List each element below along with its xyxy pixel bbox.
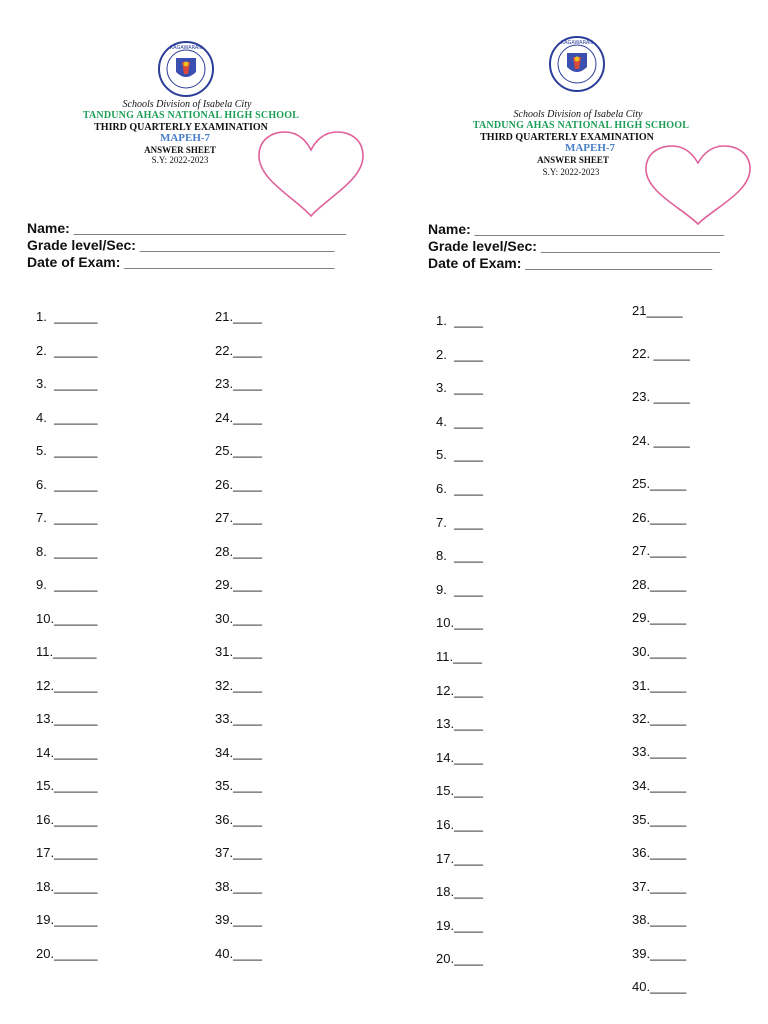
answer-item[interactable]: 21.____: [215, 309, 262, 324]
answer-item[interactable]: 17.____: [436, 851, 483, 866]
name-field[interactable]: Name: ________________________________: [428, 221, 724, 237]
answer-item[interactable]: 16.______: [36, 812, 98, 827]
answer-item[interactable]: 18.____: [436, 884, 483, 899]
answer-item[interactable]: 17.______: [36, 845, 98, 860]
answer-item[interactable]: 3. ______: [36, 376, 98, 391]
svg-text:KAGAWARAN: KAGAWARAN: [560, 40, 594, 46]
answer-item[interactable]: 37._____: [632, 879, 687, 894]
answer-sheet-label: ANSWER SHEET: [537, 155, 609, 165]
answer-item[interactable]: 35.____: [215, 778, 262, 793]
answer-item[interactable]: 3. ____: [436, 380, 483, 395]
subject-title: MAPEH-7: [159, 132, 211, 144]
answer-item[interactable]: 40.____: [215, 946, 262, 961]
answer-item[interactable]: 8. ______: [36, 544, 98, 559]
answer-item[interactable]: 23.____: [215, 376, 262, 391]
answer-item[interactable]: 33.____: [215, 711, 262, 726]
answer-item[interactable]: 19.____: [436, 918, 483, 933]
answer-item[interactable]: 7. ______: [36, 510, 98, 525]
heart-icon: [642, 142, 754, 228]
answer-item[interactable]: 12.______: [36, 678, 98, 693]
answer-item[interactable]: 29._____: [632, 610, 687, 625]
answer-item[interactable]: 9. ____: [436, 582, 483, 597]
answer-item[interactable]: 24.____: [215, 410, 262, 425]
answer-item[interactable]: 36.____: [215, 812, 262, 827]
answer-item[interactable]: 8. ____: [436, 548, 483, 563]
school-year: S.Y: 2022-2023: [542, 167, 600, 177]
subject-title: MAPEH-7: [564, 142, 616, 154]
answer-item[interactable]: 27.____: [215, 510, 262, 525]
answer-item[interactable]: 20.______: [36, 946, 98, 961]
answer-item[interactable]: 34.____: [215, 745, 262, 760]
answer-item[interactable]: 20.____: [436, 951, 483, 966]
answer-item[interactable]: 13.______: [36, 711, 98, 726]
answer-item[interactable]: 19.______: [36, 912, 98, 927]
answer-item[interactable]: 1. ______: [36, 309, 98, 324]
answer-item[interactable]: 6. ______: [36, 477, 98, 492]
answer-item[interactable]: 25._____: [632, 476, 687, 491]
exam-title: THIRD QUARTERLY EXAMINATION: [480, 132, 654, 143]
answer-item[interactable]: 35._____: [632, 812, 687, 827]
exam-title: THIRD QUARTERLY EXAMINATION: [94, 122, 268, 133]
answer-item[interactable]: 15.______: [36, 778, 98, 793]
answer-item[interactable]: 24. _____: [632, 433, 690, 448]
answer-item[interactable]: 10.____: [436, 615, 483, 630]
answer-item[interactable]: 38._____: [632, 912, 687, 927]
answer-item[interactable]: 11.____: [436, 649, 483, 664]
answer-item[interactable]: 22. _____: [632, 346, 690, 361]
answer-item[interactable]: 14.____: [436, 750, 483, 765]
svg-text:KAGAWARAN: KAGAWARAN: [169, 45, 203, 51]
answer-item[interactable]: 23. _____: [632, 389, 690, 404]
answer-item[interactable]: 39.____: [215, 912, 262, 927]
deped-seal-icon: [546, 35, 608, 93]
answer-item[interactable]: 34._____: [632, 778, 687, 793]
answer-item[interactable]: 5. ______: [36, 443, 98, 458]
answer-item[interactable]: 36._____: [632, 845, 687, 860]
answer-item[interactable]: 21_____: [632, 303, 683, 318]
answer-item[interactable]: 6. ____: [436, 481, 483, 496]
heart-icon: [255, 128, 367, 220]
date-of-exam-field[interactable]: Date of Exam: ________________________: [428, 255, 713, 271]
answer-item[interactable]: 9. ______: [36, 577, 98, 592]
answer-item[interactable]: 28.____: [215, 544, 262, 559]
school-name: TANDUNG AHAS NATIONAL HIGH SCHOOL: [82, 110, 300, 121]
answer-item[interactable]: 40._____: [632, 979, 687, 994]
answer-item[interactable]: 22.____: [215, 343, 262, 358]
answer-item[interactable]: 18.______: [36, 879, 98, 894]
answer-item[interactable]: 2. ____: [436, 347, 483, 362]
answer-item[interactable]: 38.____: [215, 879, 262, 894]
answer-sheet-label: ANSWER SHEET: [144, 145, 216, 155]
answer-item[interactable]: 10.______: [36, 611, 98, 626]
answer-item[interactable]: 32._____: [632, 711, 687, 726]
answer-item[interactable]: 37.____: [215, 845, 262, 860]
answer-item[interactable]: 4. ____: [436, 414, 483, 429]
answer-item[interactable]: 33._____: [632, 744, 687, 759]
answer-item[interactable]: 4. ______: [36, 410, 98, 425]
answer-item[interactable]: 5. ____: [436, 447, 483, 462]
answer-item[interactable]: 27._____: [632, 543, 687, 558]
answer-item[interactable]: 1. ____: [436, 313, 483, 328]
answer-item[interactable]: 39._____: [632, 946, 687, 961]
answer-item[interactable]: 31.____: [215, 644, 262, 659]
answer-item[interactable]: 14.______: [36, 745, 98, 760]
school-year: S.Y: 2022-2023: [151, 155, 209, 165]
answer-item[interactable]: 2. ______: [36, 343, 98, 358]
deped-seal-icon: [155, 40, 217, 98]
grade-level-field[interactable]: Grade level/Sec: _________________________: [27, 237, 335, 253]
division-title: Schools Division of Isabela City: [513, 109, 643, 120]
answer-item[interactable]: 13.____: [436, 716, 483, 731]
answer-item[interactable]: 32.____: [215, 678, 262, 693]
date-of-exam-field[interactable]: Date of Exam: ___________________________: [27, 254, 335, 270]
answer-item[interactable]: 28._____: [632, 577, 687, 592]
school-name: TANDUNG AHAS NATIONAL HIGH SCHOOL: [472, 120, 690, 131]
answer-item[interactable]: 26._____: [632, 510, 687, 525]
answer-item[interactable]: 7. ____: [436, 515, 483, 530]
answer-item[interactable]: 11.______: [36, 644, 97, 659]
division-title: Schools Division of Isabela City: [122, 99, 252, 110]
answer-item[interactable]: 26.____: [215, 477, 262, 492]
answer-item[interactable]: 16.____: [436, 817, 483, 832]
answer-item[interactable]: 29.____: [215, 577, 262, 592]
answer-item[interactable]: 25.____: [215, 443, 262, 458]
answer-item[interactable]: 31._____: [632, 678, 687, 693]
answer-item[interactable]: 30._____: [632, 644, 687, 659]
grade-level-field[interactable]: Grade level/Sec: _______________________: [428, 238, 720, 254]
answer-item[interactable]: 12.____: [436, 683, 483, 698]
name-field[interactable]: Name: ___________________________________: [27, 220, 347, 236]
answer-item[interactable]: 30.____: [215, 611, 262, 626]
answer-item[interactable]: 15.____: [436, 783, 483, 798]
